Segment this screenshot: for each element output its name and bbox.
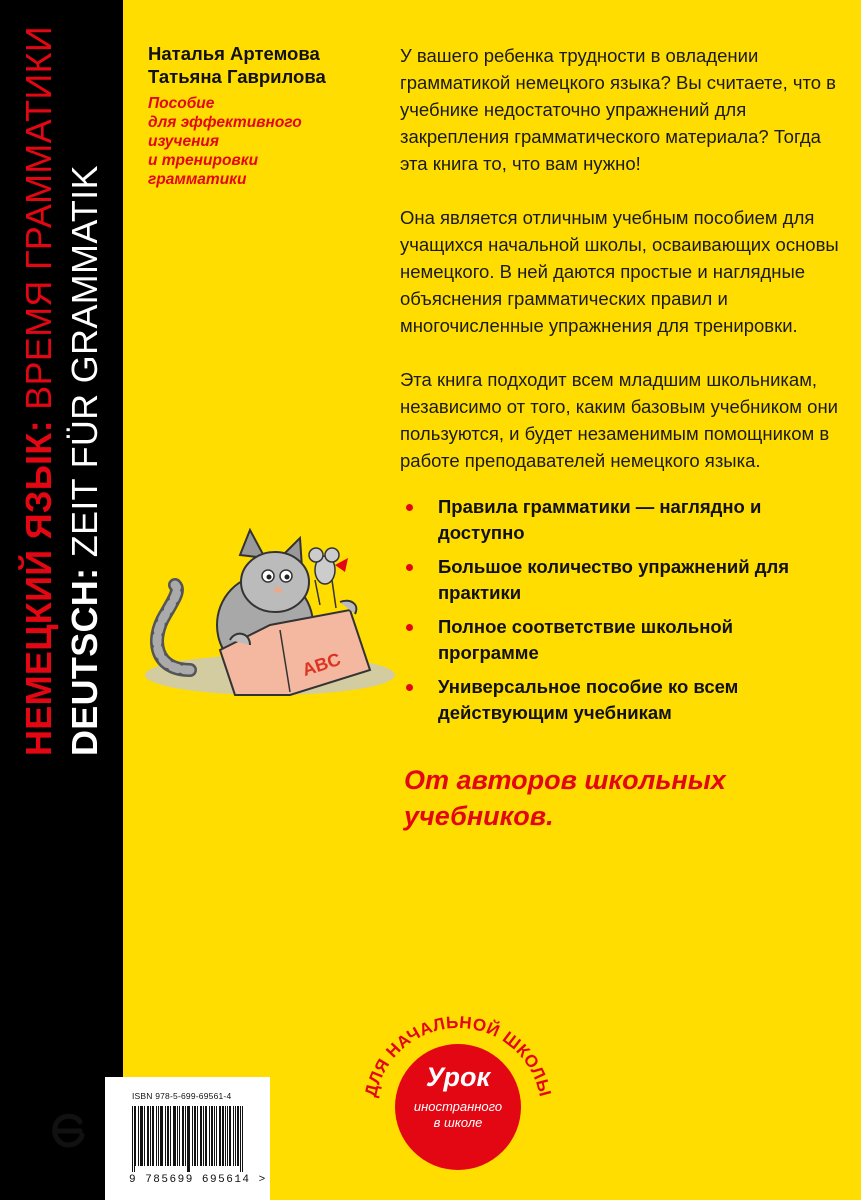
barcode-bar	[197, 1106, 198, 1166]
spine-line-russian	[16, 0, 62, 756]
spine-title	[0, 0, 123, 760]
barcode-bar	[194, 1106, 195, 1166]
subtitle-line: для эффективного	[148, 114, 302, 131]
spine-title-de-bold: DEUTSCH:	[63, 567, 105, 756]
barcode-bar	[168, 1106, 169, 1166]
isbn-text: ISBN 978-5-699-69561-4	[132, 1091, 232, 1101]
feature-list	[406, 494, 826, 734]
barcode-bar	[141, 1106, 142, 1166]
barcode-bars	[132, 1106, 244, 1172]
barcode-bar	[229, 1106, 230, 1166]
barcode-bar	[138, 1106, 139, 1166]
barcode-bar	[237, 1106, 238, 1166]
feature-item	[406, 494, 826, 546]
barcode-bar	[240, 1106, 241, 1172]
barcode-bar	[177, 1106, 178, 1166]
barcode-panel	[105, 1077, 270, 1200]
barcode-bar	[189, 1106, 190, 1172]
barcode-bar	[144, 1106, 145, 1166]
badge-title: Урок	[425, 1062, 491, 1092]
bullet-dot-icon	[406, 684, 413, 691]
barcode-bar	[223, 1106, 224, 1166]
barcode-bar	[185, 1106, 186, 1166]
subtitle-line: Пособие	[148, 95, 215, 112]
spine-title-ru-light: ВРЕМЯ ГРАММАТИКИ	[17, 25, 59, 410]
barcode-bar	[227, 1106, 228, 1166]
barcode-bar	[214, 1106, 215, 1166]
feature-item-text: Универсальное пособие ко всем действующим учебникам	[438, 676, 739, 723]
barcode-bar	[153, 1106, 154, 1166]
barcode-bar	[174, 1106, 175, 1166]
barcode-bar	[216, 1106, 217, 1166]
barcode-bar	[235, 1106, 236, 1166]
barcode-bar	[225, 1106, 226, 1166]
barcode-bar	[206, 1106, 207, 1166]
badge-arc-label: ДЛЯ НАЧАЛЬНОЙ ШКОЛЫ	[361, 1012, 555, 1099]
description-paragraph: Она является отличным учебным пособием для учащихся начальной школы, осваивающих основы немецкого. В ней даются простые и наглядные объяснения грамматических правил и многочисленные упражнения для тренировки.	[400, 207, 839, 336]
barcode-bar	[179, 1106, 180, 1166]
barcode-bar	[219, 1106, 220, 1166]
barcode-bar	[148, 1106, 149, 1166]
barcode-bar	[142, 1106, 143, 1166]
badge-circle	[395, 1044, 521, 1170]
series-badge	[353, 1003, 563, 1198]
barcode-bar	[158, 1106, 159, 1166]
barcode-bar	[147, 1106, 148, 1166]
description	[400, 42, 840, 501]
barcode-bar	[160, 1106, 161, 1166]
authors	[148, 42, 326, 88]
barcode-number: 9 785699 695614 >	[129, 1174, 267, 1186]
author-name: Татьяна Гаврилова	[148, 66, 326, 87]
barcode-bar	[135, 1106, 136, 1166]
barcode-bar	[161, 1106, 162, 1166]
subtitle-line: и тренировки	[148, 152, 259, 169]
feature-item	[406, 674, 826, 726]
book-subtitle	[148, 94, 348, 189]
barcode-bar	[167, 1106, 168, 1166]
barcode-bar	[201, 1106, 202, 1166]
barcode-bar	[209, 1106, 210, 1166]
spine-band	[0, 0, 123, 1200]
bullet-dot-icon	[406, 504, 413, 511]
barcode-bar	[192, 1106, 193, 1166]
feature-item	[406, 554, 826, 606]
spine-line-german	[62, 0, 108, 756]
publisher-logo-icon	[50, 1110, 86, 1150]
feature-item	[406, 614, 826, 666]
barcode-bar	[165, 1106, 166, 1166]
subtitle-line: грамматики	[148, 171, 247, 188]
book-label: ABC	[299, 649, 344, 681]
barcode-bar	[162, 1106, 163, 1166]
barcode-bar	[156, 1106, 157, 1166]
barcode-bar	[230, 1106, 231, 1166]
barcode-bar	[175, 1106, 176, 1166]
barcode-bar	[205, 1106, 206, 1166]
bullet-dot-icon	[406, 624, 413, 631]
barcode-bar	[132, 1106, 133, 1172]
barcode-bar	[187, 1106, 188, 1172]
barcode-bar	[188, 1106, 189, 1172]
feature-item-text: Полное соответствие школьной программе	[438, 616, 734, 663]
barcode-bar	[152, 1106, 153, 1166]
bullet-dot-icon	[406, 564, 413, 571]
barcode-bar	[212, 1106, 213, 1166]
barcode-bar	[150, 1106, 151, 1166]
badge-subtitle-line: в школе	[433, 1115, 483, 1130]
barcode-bar	[238, 1106, 239, 1166]
feature-item-text: Большое количество упражнений для практики	[438, 556, 790, 603]
barcode-bar	[203, 1106, 204, 1166]
author-name: Наталья Артемова	[148, 43, 320, 64]
feature-item-text: Правила грамматики — наглядно и доступно	[438, 496, 762, 543]
barcode-bar	[134, 1106, 135, 1172]
barcode-bar	[173, 1106, 174, 1166]
barcode-bar	[233, 1106, 234, 1166]
spine-title-ru-bold: НЕМЕЦКИЙ ЯЗЫК:	[17, 420, 59, 756]
badge-subtitle	[395, 1099, 521, 1131]
barcode-bar	[182, 1106, 183, 1166]
barcode-bar	[195, 1106, 196, 1166]
spine-title-de-light: ZEIT FÜR GRAMMATIK	[63, 165, 105, 558]
slogan: От авторов школьных учебников.	[404, 765, 726, 831]
description-paragraph: У вашего ребенка трудности в овладении грамматикой немецкого языка? Вы считаете, что в учебнике недостаточно упражнений для закрепления грамматического материала? Тогда эта книга то, что вам нужно!	[400, 45, 837, 174]
barcode-bar	[222, 1106, 223, 1166]
subtitle-line: изучения	[148, 133, 220, 150]
barcode-bar	[200, 1106, 201, 1166]
barcode-bar	[220, 1106, 221, 1166]
barcode-bar	[140, 1106, 141, 1166]
badge-subtitle-line: иностранного	[413, 1099, 503, 1114]
barcode-bar	[183, 1106, 184, 1166]
barcode-bar	[170, 1106, 171, 1166]
description-paragraph: Эта книга подходит всем младшим школьникам, независимо от того, каким базовым учебником они пользуются, и будет незаменимым помощником в работе преподавателей немецкого языка.	[400, 369, 839, 471]
cat-and-mouse-with-book-illustration	[140, 520, 400, 710]
barcode-bar	[242, 1106, 243, 1172]
barcode-bar	[211, 1106, 212, 1166]
